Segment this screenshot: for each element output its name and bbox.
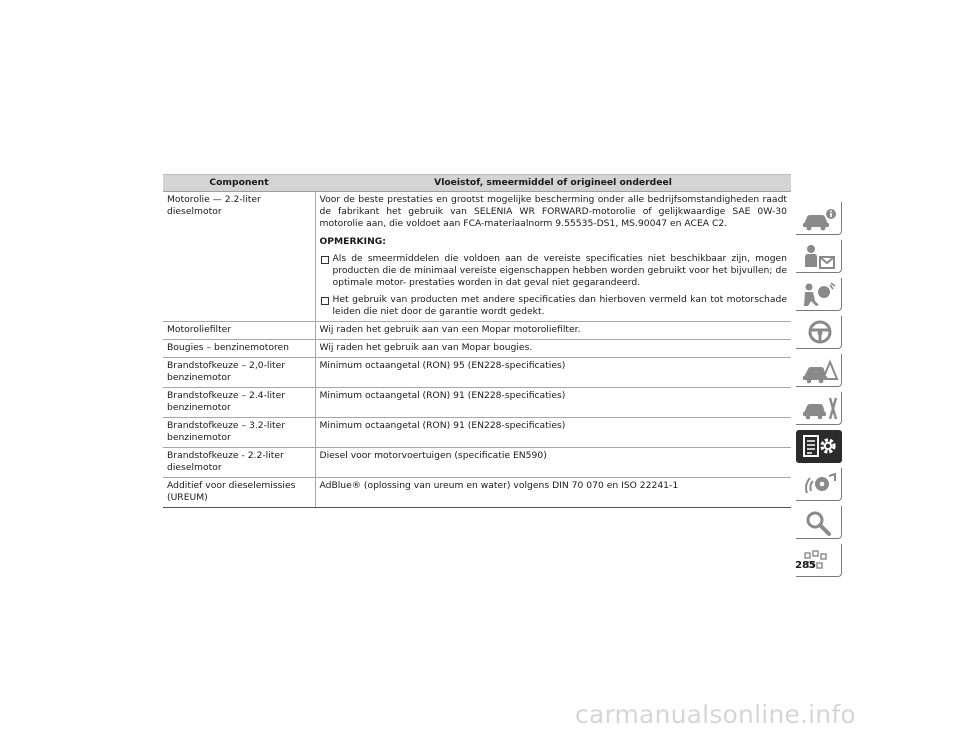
value-cell: AdBlue® (oplossing van ureum en water) volgens DIN 70 070 en ISO 22241-1: [315, 478, 791, 508]
table-row: [163, 340, 791, 358]
value-cell: Wij raden het gebruik aan van Mopar bougies.: [315, 340, 791, 358]
table-row: [163, 388, 791, 418]
table-row: [163, 192, 791, 322]
car-service-icon: [800, 395, 840, 422]
chapter-tabs: [796, 202, 842, 582]
tab-driving[interactable]: [796, 316, 842, 349]
table-header-row: [163, 175, 791, 192]
steering-wheel-icon: [800, 319, 840, 346]
airbag-safety-icon: [800, 281, 840, 308]
search-index-icon: [800, 509, 840, 536]
checkbox-bullet-icon: [321, 297, 329, 305]
component-cell: Motorolie — 2.2-liter dieselmotor: [163, 192, 315, 322]
tab-emergency[interactable]: [796, 354, 842, 387]
table-row: [163, 478, 791, 508]
column-header-fluid: Vloeistof, smeermiddel of origineel onderdeel: [315, 175, 791, 192]
person-warning-icon: [800, 243, 840, 270]
tab-person-warning[interactable]: [796, 240, 842, 273]
multimedia-icon: [800, 471, 840, 498]
car-info-icon: [800, 205, 840, 232]
specifications-table: [163, 174, 791, 508]
tab-safety[interactable]: [796, 278, 842, 311]
column-header-component: Component: [163, 175, 315, 192]
value-cell: Minimum octaangetal (RON) 95 (EN228-specificaties): [315, 358, 791, 388]
tab-car-info[interactable]: [796, 202, 842, 235]
table-row: [163, 418, 791, 448]
specifications-gear-icon: [800, 433, 840, 460]
page-number: 285: [795, 560, 816, 571]
car-breakdown-icon: [800, 357, 840, 384]
checkbox-bullet-icon: [321, 256, 329, 264]
component-cell: Brandstofkeuze - 2.2-liter dieselmotor: [163, 448, 315, 478]
note-bullet: Als de smeermiddelen die voldoen aan de vereiste specificaties niet beschikbaar zijn, mogen producten die de minimaal vereiste eigenschappen hebben worden gebruikt voor het bijvullen; de optimale motor- prestaties worden in dat geval niet gegarandeerd.: [320, 253, 788, 289]
component-cell: Additief voor dieselemissies (UREUM): [163, 478, 315, 508]
oil-recommendation-text: Voor de beste prestaties en grootst mogelijke bescherming onder alle bedrijfsomstandigheden raadt de fabrikant het gebruik van SELENIA WR FORWARD-motorolie of gelijkwaardige SAE 0W-30 motorolie aan, die voldoet aan FCA-materiaalnorm 9.55535-DS1, MS.90047 en ACEA C2.: [319, 194, 787, 229]
component-cell: Motoroliefilter: [163, 322, 315, 340]
component-cell: Brandstofkeuze – 2.4-liter benzinemotor: [163, 388, 315, 418]
table-row: [163, 322, 791, 340]
watermark-text: carmanualsonline.info: [575, 700, 856, 729]
value-cell: [315, 192, 791, 322]
tab-index[interactable]: [796, 506, 842, 539]
component-cell: Brandstofkeuze – 2,0-liter benzinemotor: [163, 358, 315, 388]
value-cell: Minimum octaangetal (RON) 91 (EN228-specificaties): [315, 418, 791, 448]
table-row: [163, 358, 791, 388]
tab-specifications[interactable]: [796, 430, 842, 463]
tab-service[interactable]: [796, 392, 842, 425]
note-bullet: Het gebruik van producten met andere specificaties dan hierboven vermeld kan tot motorschade leiden die niet door de garantie wordt gedekt.: [320, 294, 788, 318]
value-cell: Wij raden het gebruik aan van een Mopar motoroliefilter.: [315, 322, 791, 340]
table-row: [163, 448, 791, 478]
note-title: OPMERKING:: [319, 236, 386, 247]
component-cell: Bougies – benzinemotoren: [163, 340, 315, 358]
tab-multimedia[interactable]: [796, 468, 842, 501]
component-cell: Brandstofkeuze – 3.2-liter benzinemotor: [163, 418, 315, 448]
value-cell: Minimum octaangetal (RON) 91 (EN228-specificaties): [315, 388, 791, 418]
value-cell: Diesel voor motorvoertuigen (specificatie EN590): [315, 448, 791, 478]
